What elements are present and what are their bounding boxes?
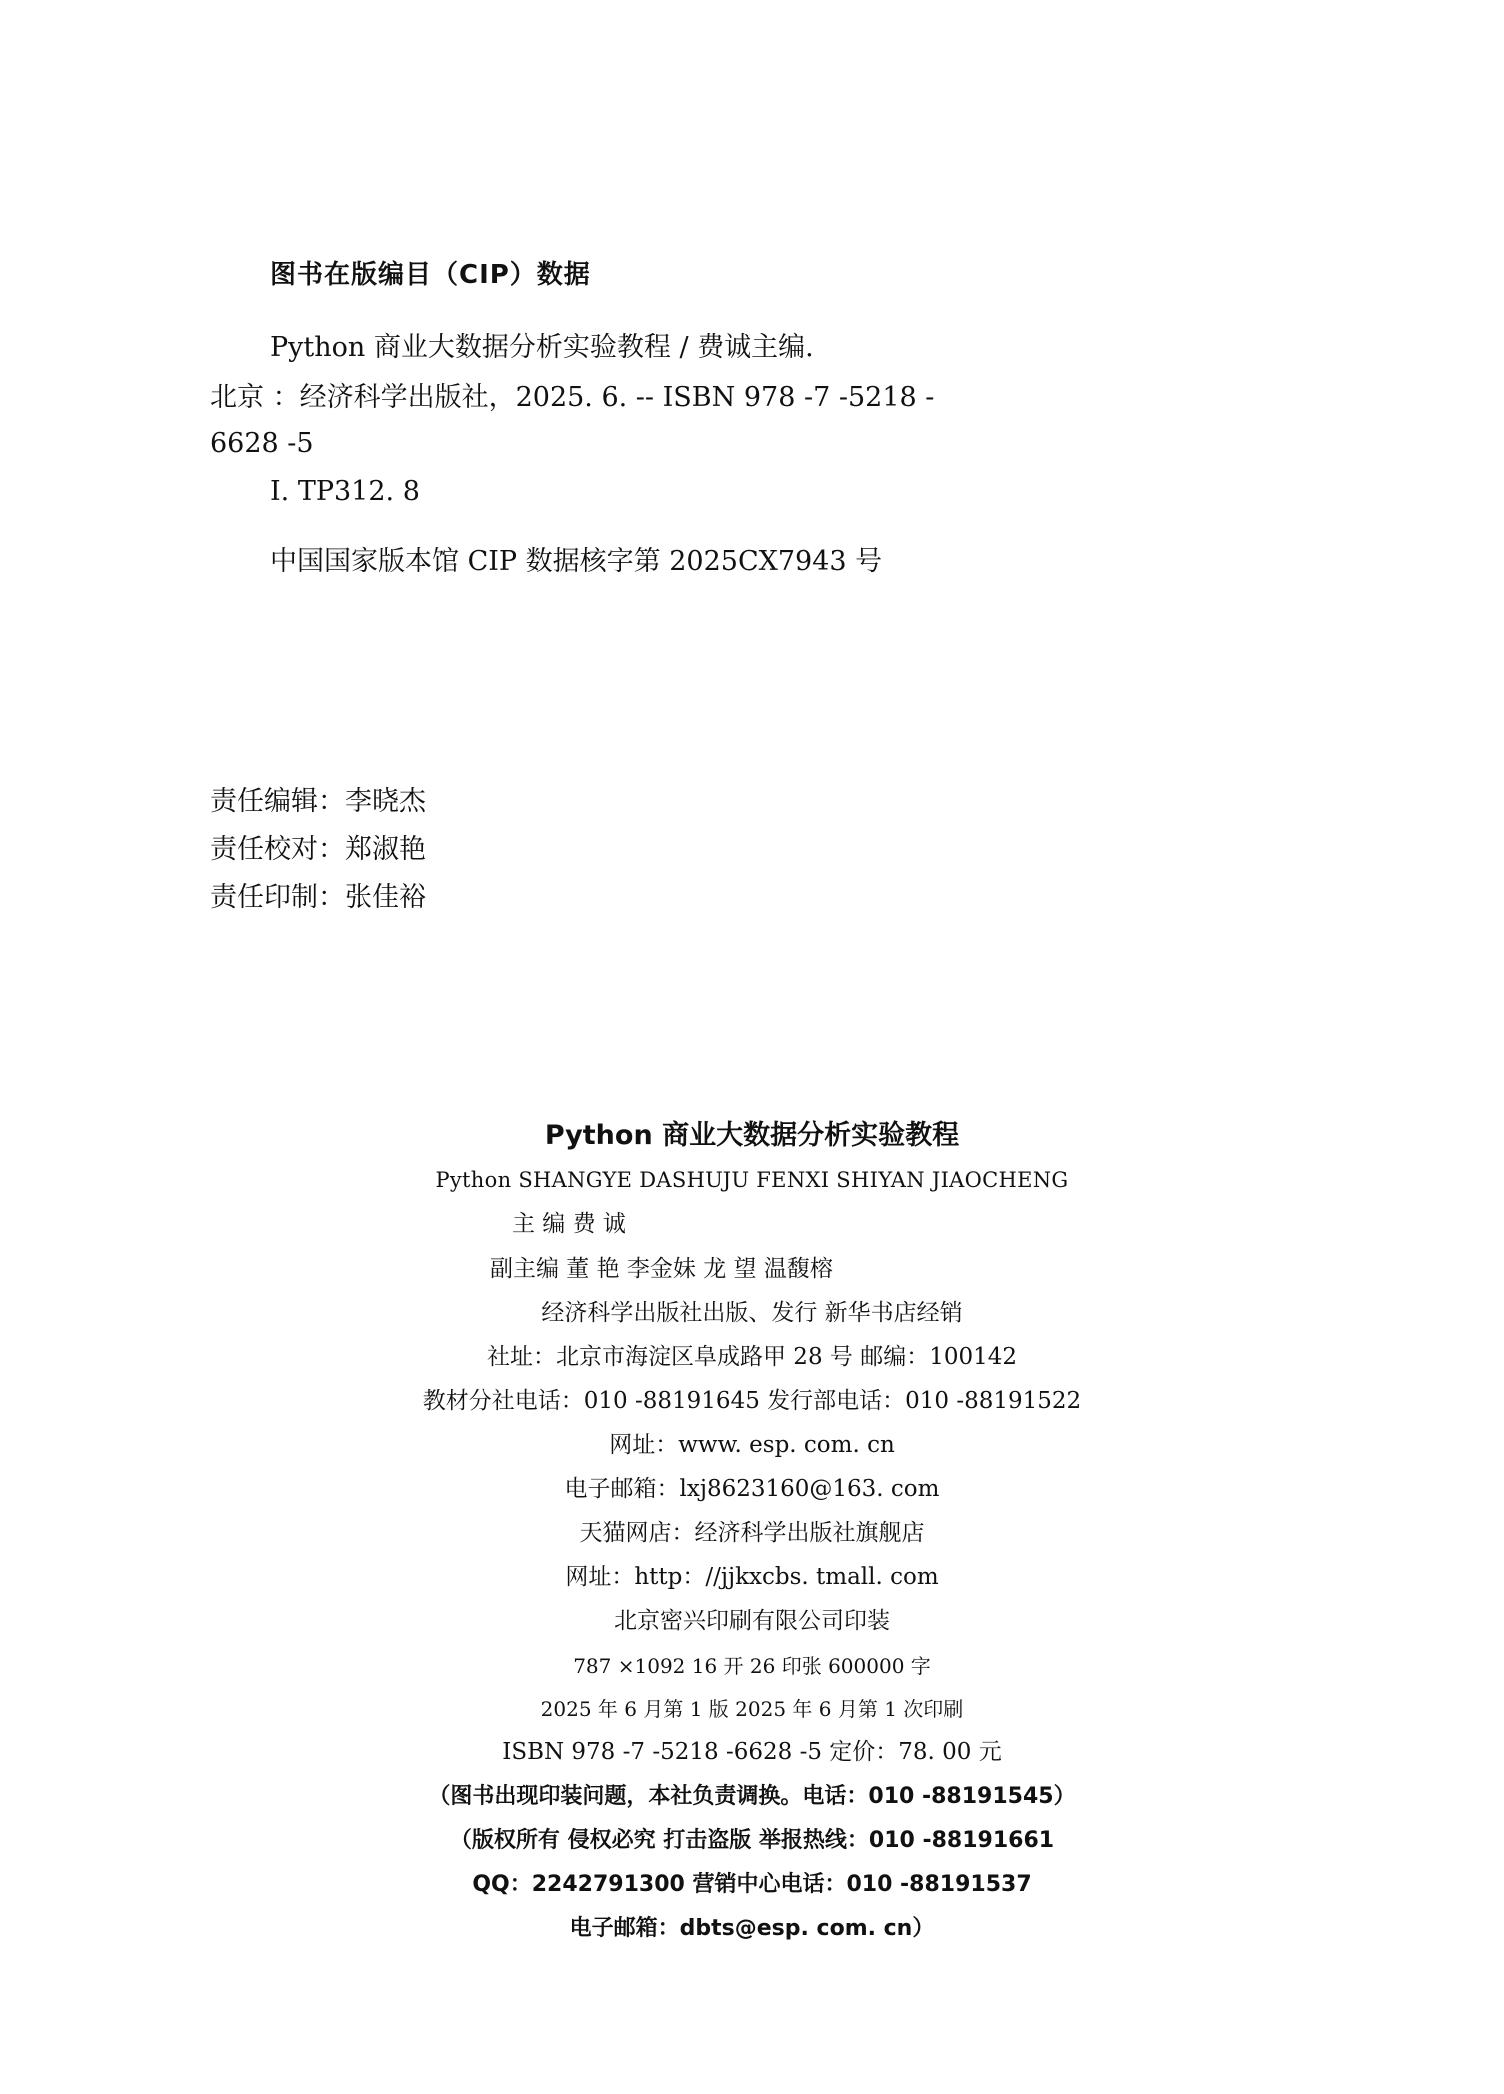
publisher-distributor: 经济科学出版社出版、发行 新华书店经销 [541, 1300, 963, 1326]
editor-email: 电子邮箱：lxj8623160@163. com [564, 1476, 940, 1502]
publisher-phones: 教材分社电话：010 -88191645 发行部电话：010 -88191522 [422, 1388, 1082, 1414]
cip-line-record-number: 中国国家版本馆 CIP 数据核字第 2025CX7943 号 [270, 546, 883, 577]
publisher-website: 网址：www. esp. com. cn [609, 1432, 895, 1458]
isbn-price: ISBN 978 -7 -5218 -6628 -5 定价：78. 00 元 [502, 1739, 1002, 1765]
printer: 北京密兴印刷有限公司印装 [614, 1608, 890, 1634]
deputy-editors: 副主编 董 艳 李金妹 龙 望 温馥榕 [490, 1256, 833, 1282]
cip-line-classification: Ⅰ. TP312. 8 [270, 476, 420, 507]
complaint-email: 电子邮箱：dbts@esp. com. cn） [569, 1916, 935, 1941]
book-title: Python 商业大数据分析实验教程 [544, 1120, 960, 1151]
tmall-store: 天猫网店：经济科学出版社旗舰店 [579, 1520, 925, 1546]
cip-line-title: Python 商业大数据分析实验教程 / 费诚主编. [270, 332, 814, 363]
responsible-proofreader: 责任校对：郑淑艳 [210, 834, 426, 865]
cip-line-isbn-cont: 6628 -5 [210, 428, 314, 459]
marketing-contact: QQ：2242791300 营销中心电话：010 -88191537 [472, 1872, 1032, 1897]
tmall-url: 网址：http：//jjkxcbs. tmall. com [565, 1564, 939, 1590]
cip-line-publisher: 北京 ：经济科学出版社，2025. 6. -- ISBN 978 -7 -5218 - [210, 382, 935, 413]
cip-heading: 图书在版编目（CIP）数据 [270, 260, 591, 290]
edition-info: 2025 年 6 月第 1 版 2025 年 6 月第 1 次印刷 [540, 1697, 964, 1721]
responsible-printing: 责任印制：张佳裕 [210, 882, 426, 913]
anti-piracy-notice: （版权所有 侵权必究 打击盗版 举报热线：010 -88191661 [449, 1828, 1055, 1853]
book-title-pinyin: Python SHANGYE DASHUJU FENXI SHIYAN JIAOCHENG [435, 1168, 1069, 1192]
publisher-address: 社址：北京市海淀区阜成路甲 28 号 邮编：100142 [487, 1344, 1017, 1370]
book-format: 787 ×1092 16 开 26 印张 600000 字 [573, 1654, 931, 1678]
print-defect-notice: （图书出现印装问题，本社负责调换。电话：010 -88191545） [428, 1784, 1076, 1809]
responsible-editor: 责任编辑：李晓杰 [210, 786, 426, 817]
chief-editor: 主 编 费 诚 [512, 1211, 626, 1237]
